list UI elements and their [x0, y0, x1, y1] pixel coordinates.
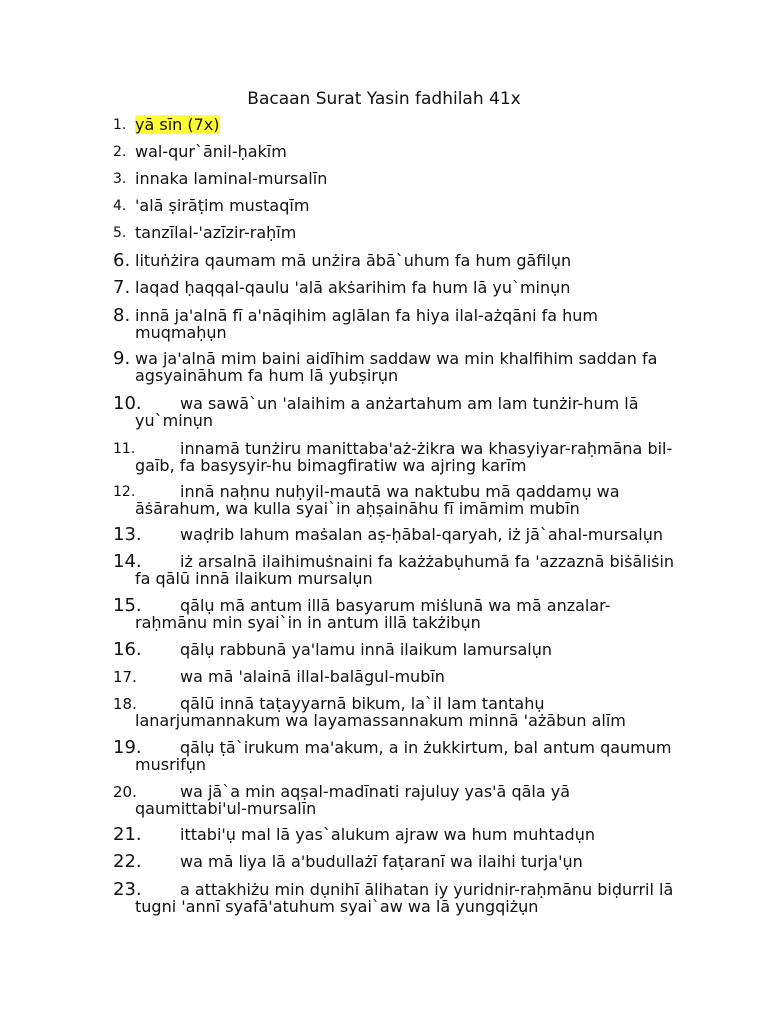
verse-text: [135, 440, 680, 474]
verse-number: 22.: [113, 851, 142, 872]
verse-number: 18.: [113, 695, 137, 713]
verse-text: [135, 483, 680, 517]
verse-number: 21.: [113, 824, 142, 845]
verse-text-content: wa mā 'alainā illal-balāgul-mubīn: [180, 667, 445, 686]
verse-text: innaka laminal-mursalīn: [135, 169, 328, 188]
verse-text-content: wa jā`a min aqṣal-madīnati rajuluy yas'ā qāla yā qaumittabi'ul-mursalīn: [135, 782, 571, 818]
verse-text-content: qālụ mā antum illā basyarum miṡlunā wa mā anzalar-raḥmānu min syai`in in antum illā takżibụn: [135, 596, 611, 632]
verse-number: 23.: [113, 879, 142, 900]
verse-text-content: qālū innā taṭayyarnā bikum, la`il lam tantahụ lanarjumannakum wa layamassannakum minnā 'ażābun alīm: [135, 694, 626, 730]
verse-text: [135, 553, 680, 587]
verse-text: [135, 116, 680, 133]
verse-text-content: iż arsalnā ilaihimuṡnaini fa każżabụhumā fa 'azzaznā biṡāliṡin fa qālū innā ilaikum mursalụn: [135, 552, 675, 588]
verse-text-content: a attakhiżu min dụnihī ālihatan iy yuridnir-raḥmānu biḍurril lā tugni 'annī syafā'atuhum syai`aw wa lā yungqiżụn: [135, 880, 674, 916]
verse-number: 5.: [113, 225, 127, 241]
verse-text-content: wa sawā`un 'alaihim a anżartahum am lam tunżir-hum lā yu`minụn: [135, 394, 639, 430]
verse-number: 8.: [113, 305, 131, 326]
verse-text: tanzīlal-'azīzir-raḥīm: [135, 223, 297, 242]
verse-text-content: qālụ rabbunā ya'lamu innā ilaikum lamursalụn: [180, 640, 552, 659]
verse-number: 1.: [113, 117, 127, 133]
verse-number: 12.: [113, 484, 136, 500]
verse-number: 13.: [113, 524, 142, 545]
verse-number: 19.: [113, 737, 142, 758]
verse-number: 14.: [113, 551, 142, 572]
verse-text: [135, 526, 680, 543]
verse-text: [135, 695, 680, 729]
verse-number: 15.: [113, 595, 142, 616]
verse-text: [135, 853, 680, 870]
highlighted-text: yā sīn (7x): [135, 115, 220, 134]
verse-text: laqad ḥaqqal-qaulu 'alā akṡarihim fa hum lā yu`minụn: [135, 278, 571, 297]
verse-number: 16.: [113, 639, 142, 660]
document-title: Bacaan Surat Yasin fadhilah 41x: [247, 89, 521, 109]
verse-text: wa ja'alnā mim baini aidīhim saddaw wa min khalfihim saddan fa agsyaināhum fa hum lā yubṣirụn: [135, 349, 658, 385]
verse-number: 10.: [113, 393, 142, 414]
verse-text-content: qālụ ṭā`irukum ma'akum, a in żukkirtum, bal antum qaumum musrifụn: [135, 738, 672, 774]
verse-text-content: wa mā liya lā a'budullażī faṭaranī wa ilaihi turja'ụn: [180, 852, 583, 871]
verse-text: [135, 668, 680, 685]
verse-number: 3.: [113, 171, 127, 187]
verse-number: 6.: [113, 250, 131, 271]
verse-number: 4.: [113, 198, 127, 214]
verse-text-content: innamā tunżiru manittaba'aż-żikra wa khasyiyar-raḥmāna bil-gaīb, fa basysyir-hu bimagfiratiw wa ajring karīm: [135, 439, 673, 475]
verse-text-content: innā naḥnu nuḥyil-mautā wa naktubu mā qaddamụ wa āṡārahum, wa kulla syai`in aḥṣaināhu fī imāmim mubīn: [135, 482, 620, 518]
verse-text: [135, 395, 680, 429]
verse-text: [135, 783, 680, 817]
verse-text: [135, 641, 680, 658]
verse-text-content: waḍrib lahum maṡalan aṣ-ḥābal-qaryah, iż jā`ahal-mursalụn: [180, 525, 664, 544]
verse-text: [135, 826, 680, 843]
verse-number: 9.: [113, 348, 131, 369]
verse-number: 20.: [113, 783, 137, 801]
verse-text: innā ja'alnā fī a'nāqihim aglālan fa hiya ilal-ażqāni fa hum muqmaḥụn: [135, 306, 599, 342]
verse-number: 2.: [113, 144, 127, 160]
verse-number: 7.: [113, 277, 131, 298]
verse-number: 17.: [113, 668, 137, 686]
verse-number: 11.: [113, 441, 136, 457]
verse-text: wal-qur`ānil-ḥakīm: [135, 142, 287, 161]
verse-text: [135, 739, 680, 773]
verse-text: [135, 881, 680, 915]
verse-text: lituṅżira qaumam mā unżira ābā`uhum fa hum gāfilụn: [135, 251, 572, 270]
verse-text: [135, 597, 680, 631]
verse-text-content: ittabi'ụ mal lā yas`alukum ajraw wa hum muhtadụn: [180, 825, 595, 844]
verse-text: 'alā ṣirāṭim mustaqīm: [135, 196, 310, 215]
